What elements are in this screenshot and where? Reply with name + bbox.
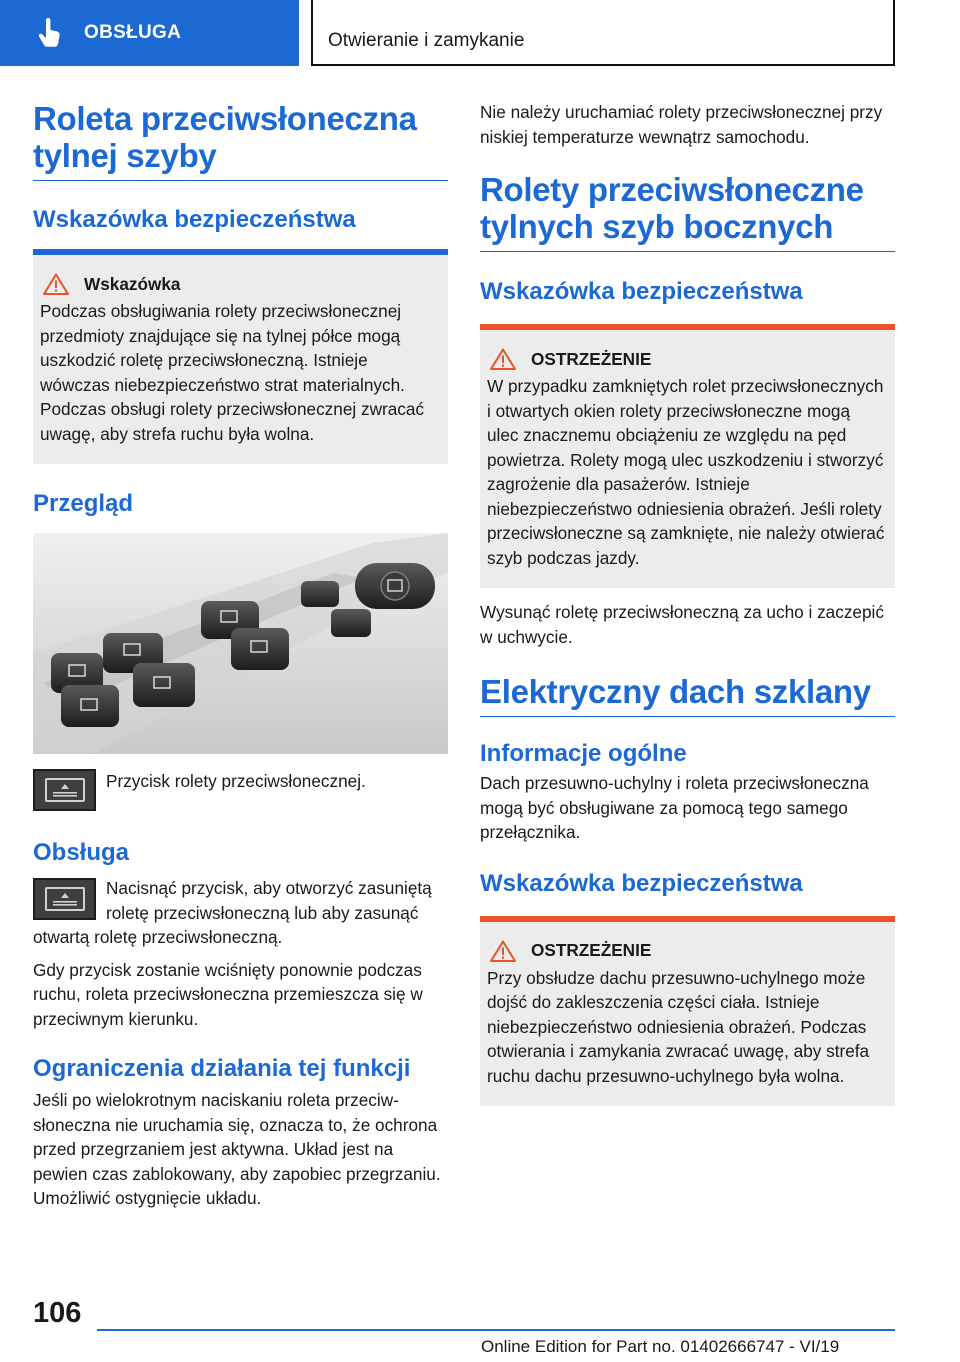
warning-triangle-icon [43,273,69,295]
general-heading: Informacje ogólne [480,740,687,767]
warning-text-1: W przypadku zamkniętych rolet przeciwsłonecznych i otwartych okien rolety przeciwsłoneczne mogą ulec znacznemu obciążeniu ze względu na pęd powietrza. Rolety mogą ulec uszkodzeniu i stworzyć zagrożenie dla pasażerów. Istnieje niebezpieczeństwo odniesienia obrażeń. Jeśli rolety przeciwsłoneczne są zamknięte, nie należy otwierać szyb podczas jazdy. [487,376,885,568]
operation-block [33,876,448,950]
section-title-rear-sunblind: Roleta przeciwsłoneczna tylnej szyby [33,100,448,181]
operation-text-1: Nacisnąć przycisk, aby otworzyć zasuniętą roletę przeciwsłoneczną lub aby zasunąć otwartą roletę przeciwsłoneczną. [33,878,432,947]
safety-heading-1: Wskazówka bezpieczeństwa [480,278,803,305]
section-title-glass-roof: Elektryczny dach szklany [480,673,895,717]
intro-text: Nie należy uruchamiać rolety przeciwsłonecznej przy niskiej temperaturze wewnątrz samochodu. [480,102,883,147]
warning-label-1: OSTRZEŻENIE [531,348,652,369]
edition-text: Online Edition for Part no. 01402666747 - VI/19 [481,1337,840,1356]
left-column [33,100,448,1211]
note-label: Wskazówka [84,273,181,294]
note-header [40,273,438,295]
sunblind-button-icon [33,878,96,920]
operation-heading: Obsługa [33,839,130,866]
note-text: Podczas obsługiwania rolety przeciwsłonecznej przedmioty znajdujące się na tylnej półce mogą uszkodzić roletę przeciwsłoneczną. Istnieje wówczas niebezpieczeństwo strat materialnych. Podczas obsługi rolety przeciwsłonecznej zwracać uwagę, aby strefa ruchu była wolna. [40,301,425,444]
section-tab-label: OBSŁUGA [84,22,182,43]
side-text: Wysunąć roletę przeciwsłoneczną za ucho i zaczepić w uchwycie. [480,602,884,647]
note-box [33,249,448,464]
overview-heading: Przegląd [33,490,134,517]
warning-header-1 [487,348,885,370]
warning-label-2: OSTRZEŻENIE [531,940,652,960]
right-column [480,100,895,1106]
page-number: 106 [33,1297,82,1329]
chapter-header [311,0,895,66]
operation-text-2: Gdy przycisk zostanie wciśnięty ponownie podczas ruchu, roleta przeciwsłoneczna przemieszcza się w przeciwnym kierunku. [33,959,423,1029]
section-tab[interactable] [0,0,299,66]
warning-header-2 [487,940,885,962]
footer-divider [97,1329,895,1331]
chapter-title: Otwieranie i zamykanie [328,30,525,51]
warning-triangle-icon [490,940,516,962]
warning-box-2 [480,916,895,1107]
warning-box-1 [480,324,895,588]
safety-heading: Wskazówka bezpieczeństwa [33,206,356,233]
limits-text: Jeśli po wielokrotnym naciskaniu roleta przeciwsłoneczna nie uruchamia się, oznacza to, że ochrona przed przegrzaniem jest aktywna. Układ jest na pewien czas zablokowany, aby zapobiec przegrzaniu. Umożliwić ostygnięcie układu. [33,1090,441,1208]
door-switch-photo [33,533,448,754]
overview-caption-row [33,769,448,811]
warning-text-2: Przy obsłudze dachu przesuwno-uchylnego może dojść do zakleszczenia części ciała. Istnieje niebezpieczeństwo odniesienia obrażeń. Podczas otwierania i zamykania zwracać uwagę, aby strefa ruchu dachu przesuwno-uchylnego była wolna. [487,967,870,1086]
door-panel-illustration [33,533,448,754]
limits-heading: Ograniczenia działania tej funkcji [33,1055,411,1082]
overview-caption: Przycisk rolety przeciwsłonecznej. [106,771,366,791]
hand-pointer-icon [36,18,64,48]
general-text: Dach przesuwno-uchylny i roleta przeciwsłoneczna mogą być obsługiwane za pomocą tego samego przełącznika. [480,773,869,842]
warning-triangle-icon [490,348,516,370]
sunblind-button-icon [33,769,96,811]
safety-heading-2: Wskazówka bezpieczeństwa [480,869,803,897]
section-title-side-sunblinds: Rolety przeciwsłoneczne tylnych szyb bocznych [480,171,895,252]
